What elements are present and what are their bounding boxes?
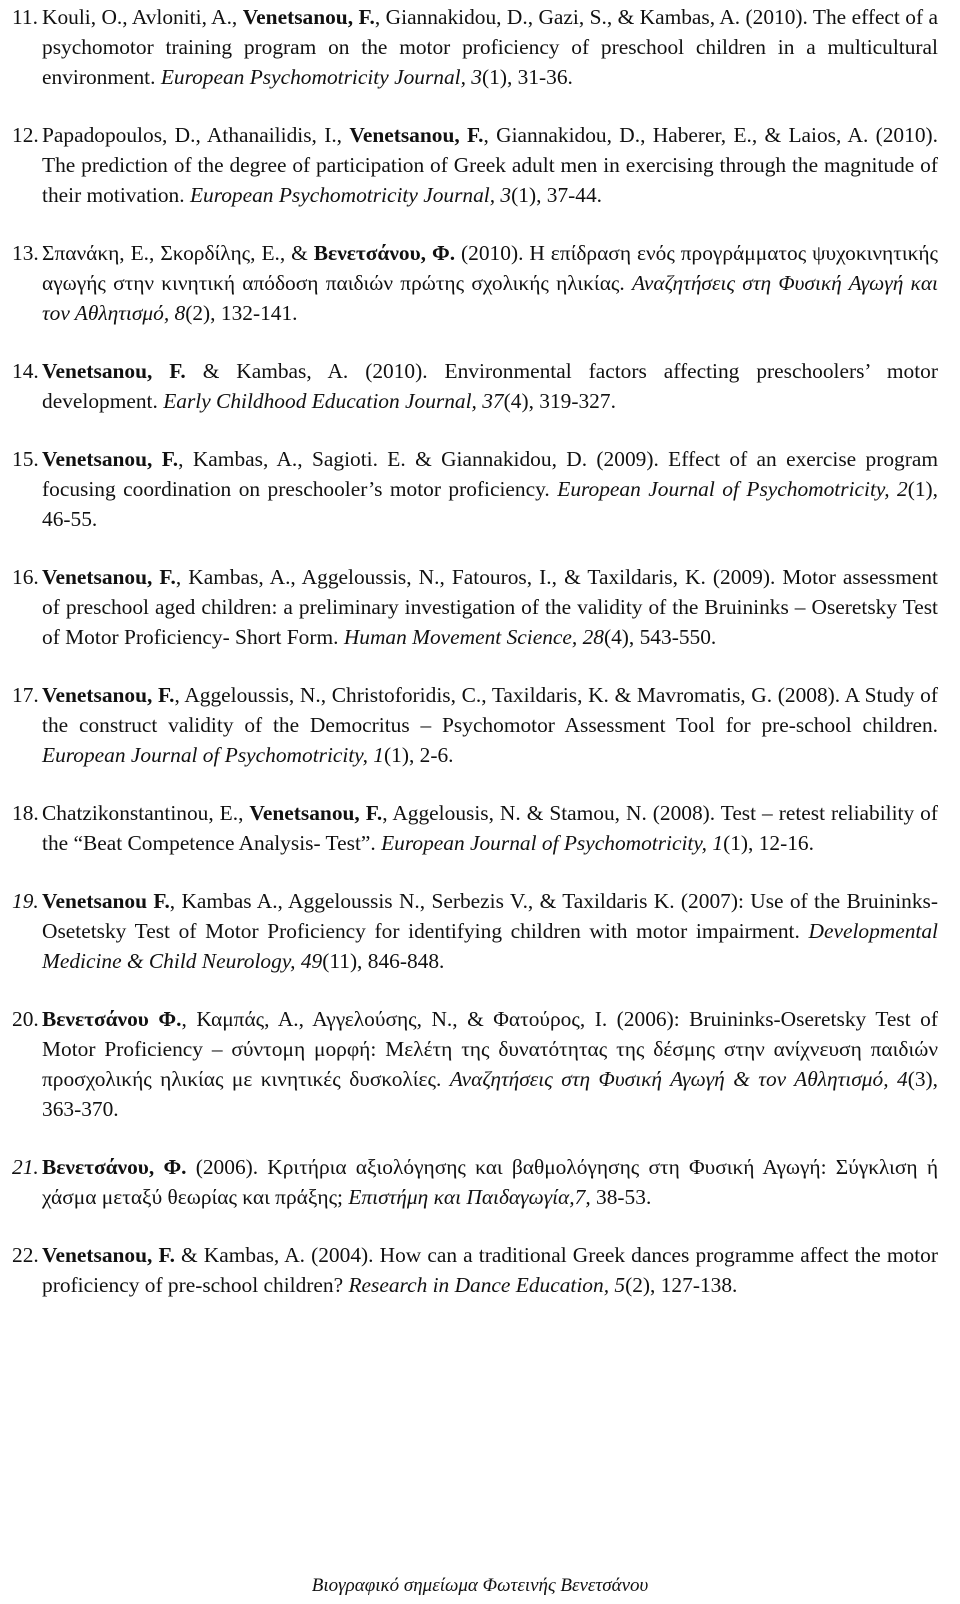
reference-text: (2), 132-141. <box>185 301 298 325</box>
author-highlight: Venetsanou, F. <box>42 447 179 471</box>
reference-text: (4), 319-327. <box>503 389 616 413</box>
reference-number: 16. <box>12 565 39 589</box>
reference-text: , Giannakidou, D., Haberer, E., & Laios, A. (2010). The prediction of the degree of participation of Greek adult men in exercising through the magnitude of their motivation. <box>42 123 938 207</box>
journal-title: Human Movement Science, 28 <box>343 625 604 649</box>
reference-text: & Kambas, A. (2004). How can a traditional Greek dances programme affect the motor proficiency of pre-school children? <box>42 1243 938 1297</box>
reference-number: 20. <box>12 1007 39 1031</box>
reference-item <box>12 886 938 976</box>
reference-item <box>12 1152 938 1212</box>
reference-text: (2006). Κριτήρια αξιολόγησης και βαθμολόγησης στη Φυσική Αγωγή: Σύγκλιση ή χάσμα μεταξύ θεωρίας και πράξης; <box>42 1155 939 1209</box>
journal-title: Αναζητήσεις στη Φυσική Αγωγή & τον Αθλητισμό, 4 <box>449 1067 908 1091</box>
journal-title: Early Childhood Education Journal, 37 <box>163 389 504 413</box>
reference-number: 13. <box>12 241 39 265</box>
reference-number: 14. <box>12 359 39 383</box>
reference-item <box>12 2 938 92</box>
reference-text: , Giannakidou, D., Gazi, S., & Kambas, A. (2010). The effect of a psychomotor training program on the motor proficiency of preschool children in a multicultural environment. <box>42 5 938 89</box>
reference-text: Σπανάκη, Ε., Σκορδίλης, Ε., & <box>42 241 314 265</box>
reference-text: (3), 363-370. <box>42 1067 939 1121</box>
reference-text: , Aggelousis, N. & Stamou, N. (2008). Test – retest reliability of the “Beat Competence Analysis- Test”. <box>42 801 938 855</box>
reference-text: & Kambas, A. (2010). Environmental factors affecting preschoolers’ motor development. <box>42 359 938 413</box>
reference-number: 21. <box>12 1155 39 1179</box>
reference-text: (1), 37-44. <box>511 183 603 207</box>
reference-text: (2), 127-138. <box>625 1273 738 1297</box>
author-highlight: Βενετσάνου, Φ. <box>42 1155 187 1179</box>
author-highlight: Venetsanou, F. <box>42 683 175 707</box>
reference-item <box>12 356 938 416</box>
author-highlight: Venetsanou, F. <box>42 565 176 589</box>
reference-text: (1), 12-16. <box>723 831 814 855</box>
journal-title: Επιστήμη και Παιδαγωγία,7, <box>348 1185 591 1209</box>
author-highlight: Venetsanou, F. <box>242 5 375 29</box>
reference-text: (4), 543-550. <box>603 625 717 649</box>
reference-text: 38-53. <box>590 1185 652 1209</box>
reference-item <box>12 1004 938 1124</box>
reference-text: (1), 2-6. <box>384 743 454 767</box>
journal-title: European Psychomotricity Journal, 3 <box>160 65 483 89</box>
page-footer: Βιογραφικό σημείωμα Φωτεινής Βενετσάνου <box>311 1575 649 1596</box>
reference-number: 15. <box>12 447 39 471</box>
journal-title: Αναζητήσεις στη Φυσική Αγωγή και τον Αθλητισμό, 8 <box>42 271 938 325</box>
reference-text: , Aggeloussis, N., Christoforidis, C., Taxildaris, K. & Mavromatis, G. (2008). A Study of the construct validity of the Democritus – Psychomotor Assessment Tool for pre-school children. <box>42 683 938 737</box>
reference-item <box>12 120 938 210</box>
reference-text: Papadopoulos, D., Athanailidis, I., <box>42 123 350 147</box>
journal-title: European Journal of Psychomotricity, 1 <box>381 831 724 855</box>
reference-item <box>12 1240 938 1300</box>
reference-list <box>12 2 938 1328</box>
journal-title: European Psychomotricity Journal, 3 <box>189 183 512 207</box>
author-highlight: Venetsanou, F. <box>349 123 484 147</box>
reference-number: 11. <box>12 5 38 29</box>
author-highlight: Venetsanou, F. <box>42 359 186 383</box>
reference-text: (1), 46-55. <box>42 477 939 531</box>
reference-number: 19. <box>12 889 39 913</box>
author-highlight: Venetsanou, F. <box>249 801 383 825</box>
journal-title: European Journal of Psychomotricity, 2 <box>557 477 908 501</box>
journal-title: European Journal of Psychomotricity, 1 <box>42 743 384 767</box>
journal-title: Developmental Medicine & Child Neurology, 49 <box>42 919 938 973</box>
reference-number: 22. <box>12 1243 39 1267</box>
author-highlight: Venetsanou F. <box>42 889 170 913</box>
reference-text: , Καμπάς, Α., Αγγελούσης, Ν., & Φατούρος, Ι. (2006): Bruininks-Oseretsky Test of Motor Proficiency – σύντομη μορφή: Μελέτη της δυνατότητας της δέσμης στην ανίχνευση παιδιών προσχολικής ηλικίας με κινητικές δυσκολίες. <box>42 1007 938 1091</box>
author-highlight: Βενετσάνου, Φ. <box>313 241 456 265</box>
reference-number: 17. <box>12 683 39 707</box>
author-highlight: Βενετσάνου Φ. <box>42 1007 182 1031</box>
reference-text: (11), 846-848. <box>322 949 445 973</box>
journal-title: Research in Dance Education, 5 <box>348 1273 626 1297</box>
reference-item <box>12 562 938 652</box>
reference-text: (1), 31-36. <box>482 65 573 89</box>
reference-item <box>12 444 938 534</box>
reference-item <box>12 798 938 858</box>
reference-text: (2010). Η επίδραση ενός προγράμματος ψυχοκινητικής αγωγής στην κινητική απόδοση παιδιών πρώτης σχολικής ηλικίας. <box>42 241 939 295</box>
reference-number: 12. <box>12 123 39 147</box>
reference-text: Kouli, O., Avloniti, A., <box>42 5 243 29</box>
author-highlight: Venetsanou, F. <box>42 1243 175 1267</box>
reference-text: Chatzikonstantinou, E., <box>42 801 250 825</box>
reference-number: 18. <box>12 801 39 825</box>
reference-text: , Kambas A., Aggeloussis N., Serbezis V., & Taxildaris K. (2007): Use of the Bruininks-Osetetsky Test of Motor Proficiency for identifying children with motor impairment. <box>42 889 938 943</box>
reference-text: , Kambas, A., Aggeloussis, N., Fatouros, I., & Taxildaris, K. (2009). Motor assessment of preschool aged children: a preliminary investigation of the validity of the Bruininks – Oseretsky Test of Motor Proficiency- Short Form. <box>42 565 938 649</box>
reference-text: , Kambas, A., Sagioti. E. & Giannakidou, D. (2009). Effect of an exercise program focusing coordination on preschooler’s motor proficiency. <box>42 447 938 501</box>
reference-item <box>12 238 938 328</box>
reference-item <box>12 680 938 770</box>
